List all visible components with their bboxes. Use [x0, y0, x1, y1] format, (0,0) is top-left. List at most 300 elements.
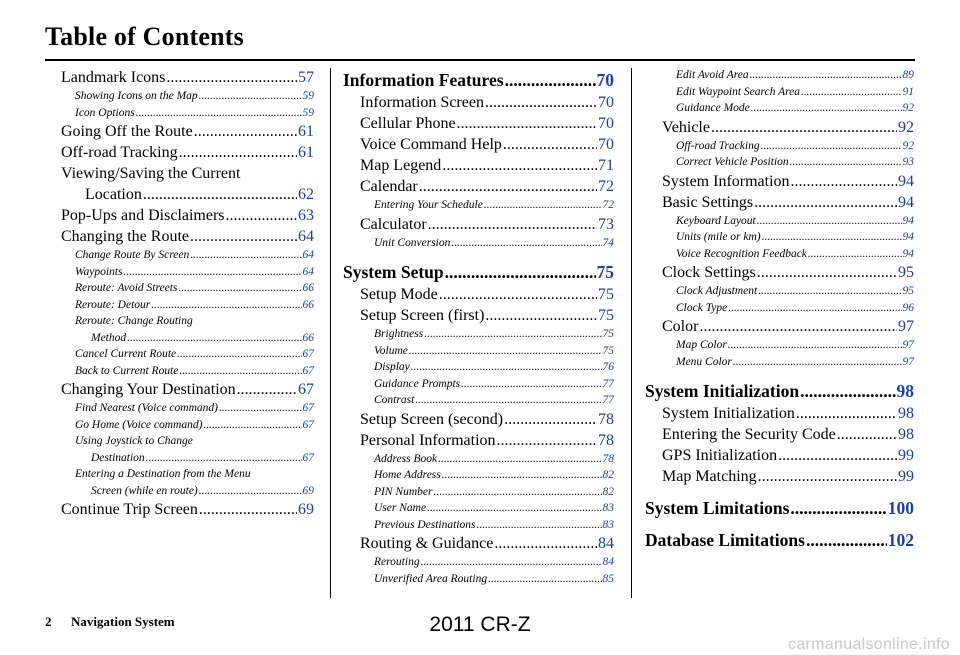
toc-page-link[interactable]: 70	[596, 70, 614, 90]
toc-entry-label: Unit Conversion	[374, 236, 451, 249]
toc-entry[interactable]	[61, 67, 314, 88]
dot-leader	[190, 247, 301, 264]
dot-leader	[179, 363, 301, 380]
toc-entry[interactable]	[343, 235, 614, 252]
toc-entry[interactable]	[343, 92, 614, 113]
dot-leader	[488, 571, 601, 588]
toc-entry-label: Setup Mode	[360, 286, 438, 303]
toc-entry[interactable]	[343, 176, 614, 197]
toc-entry-label: Clock Settings	[662, 264, 756, 281]
toc-page-link[interactable]: 67	[302, 418, 314, 431]
dot-leader	[136, 105, 302, 122]
site-watermark: carmanualsonline.info	[788, 636, 950, 653]
toc-entry[interactable]	[343, 197, 614, 214]
dot-leader	[442, 155, 597, 176]
toc-page-link[interactable]: 76	[602, 361, 614, 373]
toc-section-entry[interactable]	[645, 380, 914, 402]
toc-entry[interactable]	[343, 467, 614, 484]
toc-entry-label: Change Route By Screen	[75, 249, 190, 261]
toc-entry[interactable]	[645, 337, 914, 354]
toc-entry[interactable]	[61, 483, 314, 500]
toc-page-link[interactable]: 69	[298, 501, 314, 518]
toc-entry[interactable]	[645, 67, 914, 84]
dot-leader	[808, 246, 902, 263]
toc-entry[interactable]	[61, 105, 314, 122]
toc-entry-label: Go Home (Voice command)	[75, 418, 203, 431]
toc-entry[interactable]	[645, 403, 914, 424]
dot-leader	[758, 466, 897, 487]
toc-entry-label: Personal Information	[360, 431, 496, 449]
dot-leader	[226, 205, 297, 226]
toc-page-link[interactable]: 98	[896, 381, 914, 401]
toc-page-link[interactable]: 75	[596, 262, 614, 282]
toc-entry-label: Cellular Phone	[360, 115, 456, 132]
toc-page-link[interactable]: 70	[598, 94, 614, 111]
toc-entry[interactable]	[61, 205, 314, 226]
toc-entry-heading: Reroute: Change Routing	[75, 315, 193, 327]
toc-entry[interactable]	[343, 517, 614, 534]
toc-page-link[interactable]: 72	[598, 178, 614, 195]
toc-entry-heading: Using Joystick to Change	[75, 435, 193, 447]
toc-entry-label: Calculator	[360, 215, 427, 233]
toc-page-link[interactable]: 94	[898, 193, 914, 211]
toc-entry[interactable]	[645, 354, 914, 371]
dot-leader	[442, 467, 602, 484]
dot-leader	[754, 192, 897, 213]
dot-leader	[711, 117, 897, 138]
toc-entry-label: Edit Waypoint Search Area	[676, 85, 801, 98]
dot-leader	[728, 300, 901, 317]
toc-entry[interactable]	[645, 466, 914, 487]
toc-entry[interactable]	[61, 88, 314, 105]
dot-leader	[728, 337, 902, 354]
dot-leader	[778, 445, 897, 466]
toc-entry-label: Landmark Icons	[61, 69, 166, 86]
toc-column-3	[645, 67, 914, 552]
toc-entry[interactable]	[343, 326, 614, 343]
toc-entry-label: Units (mile or km)	[676, 231, 761, 243]
toc-entry[interactable]	[61, 280, 314, 297]
toc-page-link[interactable]: 62	[298, 186, 314, 203]
dot-leader	[699, 316, 897, 337]
dot-leader	[750, 67, 902, 84]
dot-leader	[758, 283, 901, 300]
toc-entry[interactable]	[61, 379, 314, 400]
dot-leader	[411, 359, 602, 376]
toc-entry-label: Map Color	[676, 339, 727, 351]
toc-entry-label: Location	[85, 186, 142, 203]
dot-leader	[457, 113, 597, 134]
toc-entry[interactable]	[645, 246, 914, 263]
toc-entry[interactable]	[645, 213, 914, 230]
toc-entry-label: Clock Adjustment	[676, 285, 758, 297]
dot-leader	[428, 214, 597, 235]
toc-entry[interactable]	[645, 283, 914, 300]
toc-entry-label: System Initialization	[645, 381, 800, 401]
toc-page-link[interactable]: 98	[898, 405, 914, 422]
dot-leader	[801, 84, 901, 101]
toc-page-link[interactable]: 97	[902, 339, 914, 351]
dot-leader	[451, 235, 601, 252]
title-divider	[45, 59, 915, 61]
toc-entry-label: Screen (while en route)	[91, 484, 198, 497]
toc-entry-label: Clock Type	[676, 301, 728, 314]
toc-entry-label: Brightness	[374, 328, 424, 340]
toc-entry-label: Changing the Route	[61, 228, 189, 245]
toc-entry[interactable]	[343, 305, 614, 326]
toc-entry[interactable]	[61, 121, 314, 142]
toc-page-link[interactable]: 64	[302, 265, 314, 278]
toc-entry-label: Voice Command Help	[360, 136, 502, 153]
toc-entry-label: Reroute: Detour	[75, 298, 151, 311]
toc-entry-label: Waypoints	[75, 265, 123, 278]
dot-leader	[415, 392, 601, 409]
toc-entry-label: Method	[91, 331, 127, 344]
toc-entry-label: Icon Options	[75, 106, 135, 119]
toc-page-link[interactable]: 75	[602, 328, 614, 340]
dot-leader	[409, 343, 602, 360]
toc-page-link[interactable]: 102	[887, 530, 914, 550]
toc-entry[interactable]	[343, 359, 614, 376]
toc-entry-label: System Limitations	[645, 498, 790, 518]
toc-page-link[interactable]: 67	[302, 364, 314, 377]
toc-entry[interactable]	[61, 363, 314, 380]
toc-entry[interactable]	[645, 138, 914, 155]
toc-entry[interactable]	[343, 214, 614, 235]
dot-leader	[505, 69, 596, 91]
dot-leader	[439, 284, 597, 305]
toc-entry[interactable]	[61, 400, 314, 417]
toc-entry-label: Back to Current Route	[75, 364, 179, 377]
dot-leader	[124, 264, 302, 281]
toc-entry-label: Changing Your Destination	[61, 381, 236, 398]
toc-entry[interactable]	[61, 499, 314, 520]
dot-leader	[504, 409, 597, 430]
toc-entry[interactable]	[645, 154, 914, 171]
toc-page-link[interactable]: 92	[902, 102, 914, 114]
dot-leader	[503, 134, 597, 155]
toc-entry-label: Going Off the Route	[61, 123, 193, 140]
toc-page-link[interactable]: 94	[902, 214, 914, 227]
toc-page-link[interactable]: 83	[602, 502, 614, 514]
toc-entry[interactable]	[645, 192, 914, 213]
toc-entry[interactable]	[343, 134, 614, 155]
toc-page-link[interactable]: 75	[598, 286, 614, 303]
toc-entry[interactable]	[645, 84, 914, 101]
toc-page-link[interactable]: 94	[902, 247, 914, 260]
toc-page-link[interactable]: 63	[298, 207, 314, 224]
toc-page-link[interactable]: 82	[602, 469, 614, 481]
toc-page-link[interactable]: 61	[298, 144, 314, 161]
toc-entry-label: Unverified Area Routing	[374, 572, 488, 585]
toc-page-link[interactable]: 92	[902, 139, 914, 152]
toc-page-link[interactable]: 99	[898, 468, 914, 485]
toc-page-link[interactable]: 57	[298, 69, 314, 86]
toc-page-link[interactable]: 67	[302, 348, 314, 360]
dot-leader	[419, 176, 597, 197]
dot-leader	[485, 305, 597, 326]
toc-entry-label: Map Legend	[360, 157, 442, 174]
dot-leader	[800, 380, 895, 402]
dot-leader	[790, 154, 902, 171]
dot-leader	[494, 533, 597, 554]
toc-section-entry[interactable]	[645, 497, 914, 519]
toc-page-link[interactable]: 66	[302, 331, 314, 344]
toc-page-link[interactable]: 98	[898, 426, 914, 443]
toc-entry-label: System Information	[662, 172, 790, 190]
toc-page-link[interactable]: 75	[602, 344, 614, 357]
toc-entry[interactable]	[343, 554, 614, 571]
dot-leader	[178, 280, 301, 297]
dot-leader	[127, 330, 301, 347]
toc-entry[interactable]	[343, 343, 614, 360]
toc-entry[interactable]	[645, 171, 914, 192]
toc-entry[interactable]	[61, 226, 314, 247]
toc-entry-label: Pop-Ups and Disclaimers	[61, 207, 225, 224]
toc-page-link[interactable]: 67	[298, 381, 314, 398]
toc-page-link[interactable]: 84	[598, 535, 614, 552]
toc-entry[interactable]	[61, 247, 314, 264]
dot-leader	[484, 197, 602, 214]
toc-page-link[interactable]: 85	[602, 572, 614, 585]
model-watermark: 2011 CR-Z	[429, 613, 531, 636]
toc-section-entry[interactable]	[343, 69, 614, 91]
dot-leader	[757, 262, 897, 283]
toc-page-link[interactable]: 67	[302, 402, 314, 414]
toc-page-link[interactable]: 69	[302, 484, 314, 497]
toc-entry[interactable]	[343, 484, 614, 501]
toc-entry-label: Map Matching	[662, 468, 757, 485]
toc-page-link[interactable]: 97	[898, 318, 914, 335]
dot-leader	[194, 121, 297, 142]
toc-entry[interactable]	[61, 142, 314, 163]
toc-entry[interactable]	[61, 330, 314, 347]
toc-page-link[interactable]: 70	[598, 136, 614, 153]
toc-page-link[interactable]: 83	[602, 518, 614, 531]
toc-entry[interactable]	[645, 300, 914, 317]
toc-page-link[interactable]: 84	[602, 556, 614, 568]
toc-entry-label: Database Limitations	[645, 530, 805, 550]
toc-entry[interactable]	[343, 430, 614, 451]
dot-leader	[837, 424, 897, 445]
toc-entry-label: Guidance Mode	[676, 102, 750, 114]
toc-page-link[interactable]: 78	[602, 452, 614, 465]
dot-leader	[199, 88, 302, 105]
toc-entry-label: System Setup	[343, 262, 444, 282]
toc-page-link[interactable]: 59	[302, 106, 314, 119]
toc-page-link[interactable]: 82	[602, 485, 614, 498]
toc-entry-label: Cancel Current Route	[75, 348, 177, 360]
toc-entry[interactable]	[343, 113, 614, 134]
dot-leader	[433, 484, 601, 501]
toc-entry-label: Basic Settings	[662, 193, 754, 211]
toc-page-link[interactable]: 99	[898, 447, 914, 464]
toc-entry[interactable]	[645, 117, 914, 138]
toc-entry[interactable]	[343, 533, 614, 554]
toc-entry-label: Showing Icons on the Map	[75, 90, 198, 102]
toc-entry[interactable]	[645, 424, 914, 445]
toc-entry[interactable]	[343, 571, 614, 588]
toc-entry[interactable]	[645, 316, 914, 337]
toc-entry[interactable]	[343, 409, 614, 430]
dot-leader	[199, 483, 302, 500]
toc-entry-label: System Initialization	[662, 405, 795, 422]
toc-page-link[interactable]: 64	[298, 228, 314, 245]
toc-entry-label: GPS Initialization	[662, 447, 778, 464]
toc-entry[interactable]	[645, 100, 914, 117]
toc-entry-label: Routing & Guidance	[360, 535, 494, 552]
toc-entry-label: Off-road Tracking	[61, 144, 178, 161]
toc-page-link[interactable]: 70	[598, 115, 614, 132]
dot-leader	[143, 184, 297, 205]
dot-leader	[199, 499, 297, 520]
toc-entry-label: Reroute: Avoid Streets	[75, 282, 178, 294]
toc-page-link[interactable]: 91	[902, 85, 914, 98]
toc-entry-label: Color	[662, 318, 699, 335]
toc-entry-label: Display	[374, 361, 410, 373]
toc-entry-label: Previous Destinations	[374, 518, 476, 531]
toc-page-link[interactable]: 96	[902, 301, 914, 314]
toc-page-link[interactable]: 100	[887, 498, 914, 518]
dot-leader	[806, 529, 887, 551]
dot-leader	[757, 213, 902, 230]
dot-leader	[237, 379, 297, 400]
dot-leader	[427, 500, 601, 517]
toc-entry-label: Continue Trip Screen	[61, 501, 198, 518]
toc-page-link[interactable]: 92	[898, 118, 914, 136]
toc-entry-label: Entering Your Schedule	[374, 199, 483, 211]
dot-leader	[733, 354, 902, 371]
toc-entry-label: Contrast	[374, 394, 415, 406]
page-number: 2	[45, 614, 52, 629]
dot-leader	[761, 138, 902, 155]
toc-page-link[interactable]: 77	[602, 394, 614, 406]
toc-entry[interactable]	[61, 264, 314, 281]
toc-entry-label: User Name	[374, 502, 427, 514]
toc-entry[interactable]	[645, 229, 914, 246]
toc-entry[interactable]	[61, 450, 314, 467]
dot-leader	[790, 497, 886, 519]
dot-leader	[146, 450, 302, 467]
toc-entry-label: Voice Recognition Feedback	[676, 247, 807, 260]
toc-section-entry[interactable]	[343, 261, 614, 283]
dot-leader	[497, 430, 597, 451]
dot-leader	[461, 376, 601, 393]
toc-page-link[interactable]: 74	[602, 236, 614, 249]
toc-entry-label: Destination	[91, 451, 145, 464]
toc-page-link[interactable]: 71	[598, 157, 614, 174]
column-divider-2	[631, 68, 632, 598]
footer-label: Navigation System	[71, 614, 175, 629]
toc-column-2	[343, 67, 614, 587]
toc-entry-label: Find Nearest (Voice command)	[75, 402, 218, 414]
toc-page-link[interactable]: 77	[602, 377, 614, 390]
toc-entry-heading: Viewing/Saving the Current	[61, 165, 241, 182]
toc-entry-label: Volume	[374, 344, 408, 357]
dot-leader	[151, 297, 301, 314]
toc-entry-label: Setup Screen (second)	[360, 410, 504, 428]
toc-entry[interactable]	[61, 417, 314, 434]
toc-entry-label: Rerouting	[374, 556, 420, 568]
toc-page-link[interactable]: 97	[902, 355, 914, 368]
toc-entry-label: Vehicle	[662, 118, 710, 136]
toc-page-link[interactable]: 61	[298, 123, 314, 140]
toc-entry-label: PIN Number	[374, 485, 433, 498]
toc-entry-label: Calendar	[360, 178, 418, 195]
toc-page-link[interactable]: 72	[602, 199, 614, 211]
toc-page-link[interactable]: 94	[902, 231, 914, 243]
toc-entry-label: Menu Color	[676, 355, 732, 368]
toc-page-link[interactable]: 73	[598, 215, 614, 233]
toc-entry-label: Information Screen	[360, 94, 484, 111]
toc-entry-label: Keyboard Layout	[676, 214, 756, 227]
toc-entry-label: Setup Screen (first)	[360, 307, 485, 324]
toc-page-link[interactable]: 89	[902, 69, 914, 81]
toc-entry-label: Guidance Prompts	[374, 377, 461, 390]
dot-leader	[203, 417, 301, 434]
dot-leader	[190, 226, 297, 247]
toc-entry-label: Address Book	[374, 452, 438, 465]
toc-entry[interactable]	[343, 451, 614, 468]
toc-page-link[interactable]: 66	[302, 298, 314, 311]
toc-entry[interactable]	[343, 284, 614, 305]
toc-entry[interactable]	[61, 184, 314, 205]
toc-entry[interactable]	[343, 376, 614, 393]
toc-page-link[interactable]: 67	[302, 451, 314, 464]
toc-entry-label: Correct Vehicle Position	[676, 156, 789, 168]
dot-leader	[179, 142, 297, 163]
toc-page-link[interactable]: 78	[598, 410, 614, 428]
dot-leader	[791, 171, 897, 192]
toc-page-link[interactable]: 94	[898, 172, 914, 190]
toc-page-link[interactable]: 59	[302, 90, 314, 102]
toc-page-link[interactable]: 64	[302, 249, 314, 261]
toc-page-link[interactable]: 75	[598, 307, 614, 324]
toc-entry[interactable]	[645, 445, 914, 466]
dot-leader	[796, 403, 897, 424]
toc-page-link[interactable]: 95	[898, 264, 914, 281]
toc-entry[interactable]	[645, 262, 914, 283]
dot-leader	[762, 229, 902, 246]
toc-entry[interactable]	[343, 500, 614, 517]
dot-leader	[476, 517, 601, 534]
toc-entry[interactable]	[343, 392, 614, 409]
toc-page-link[interactable]: 78	[598, 431, 614, 449]
dot-leader	[219, 400, 302, 417]
toc-page-link[interactable]: 66	[302, 282, 314, 294]
toc-entry[interactable]	[61, 346, 314, 363]
dot-leader	[751, 100, 902, 117]
toc-entry-label: Home Address	[374, 469, 441, 481]
page-title: Table of Contents	[45, 22, 244, 51]
toc-page-link[interactable]: 95	[902, 285, 914, 297]
column-divider-1	[330, 68, 331, 598]
toc-entry-label: Information Features	[343, 70, 504, 90]
toc-entry-label: Entering the Security Code	[662, 426, 836, 443]
dot-leader	[177, 346, 301, 363]
toc-column-1	[61, 67, 314, 520]
dot-leader	[438, 451, 601, 468]
toc-page-link[interactable]: 93	[902, 156, 914, 168]
dot-leader	[421, 554, 602, 571]
toc-entry[interactable]	[343, 155, 614, 176]
toc-section-entry[interactable]	[645, 529, 914, 551]
toc-entry-heading: Entering a Destination from the Menu	[75, 468, 251, 480]
dot-leader	[166, 67, 297, 88]
toc-entry[interactable]	[61, 297, 314, 314]
dot-leader	[424, 326, 601, 343]
dot-leader	[445, 261, 596, 283]
